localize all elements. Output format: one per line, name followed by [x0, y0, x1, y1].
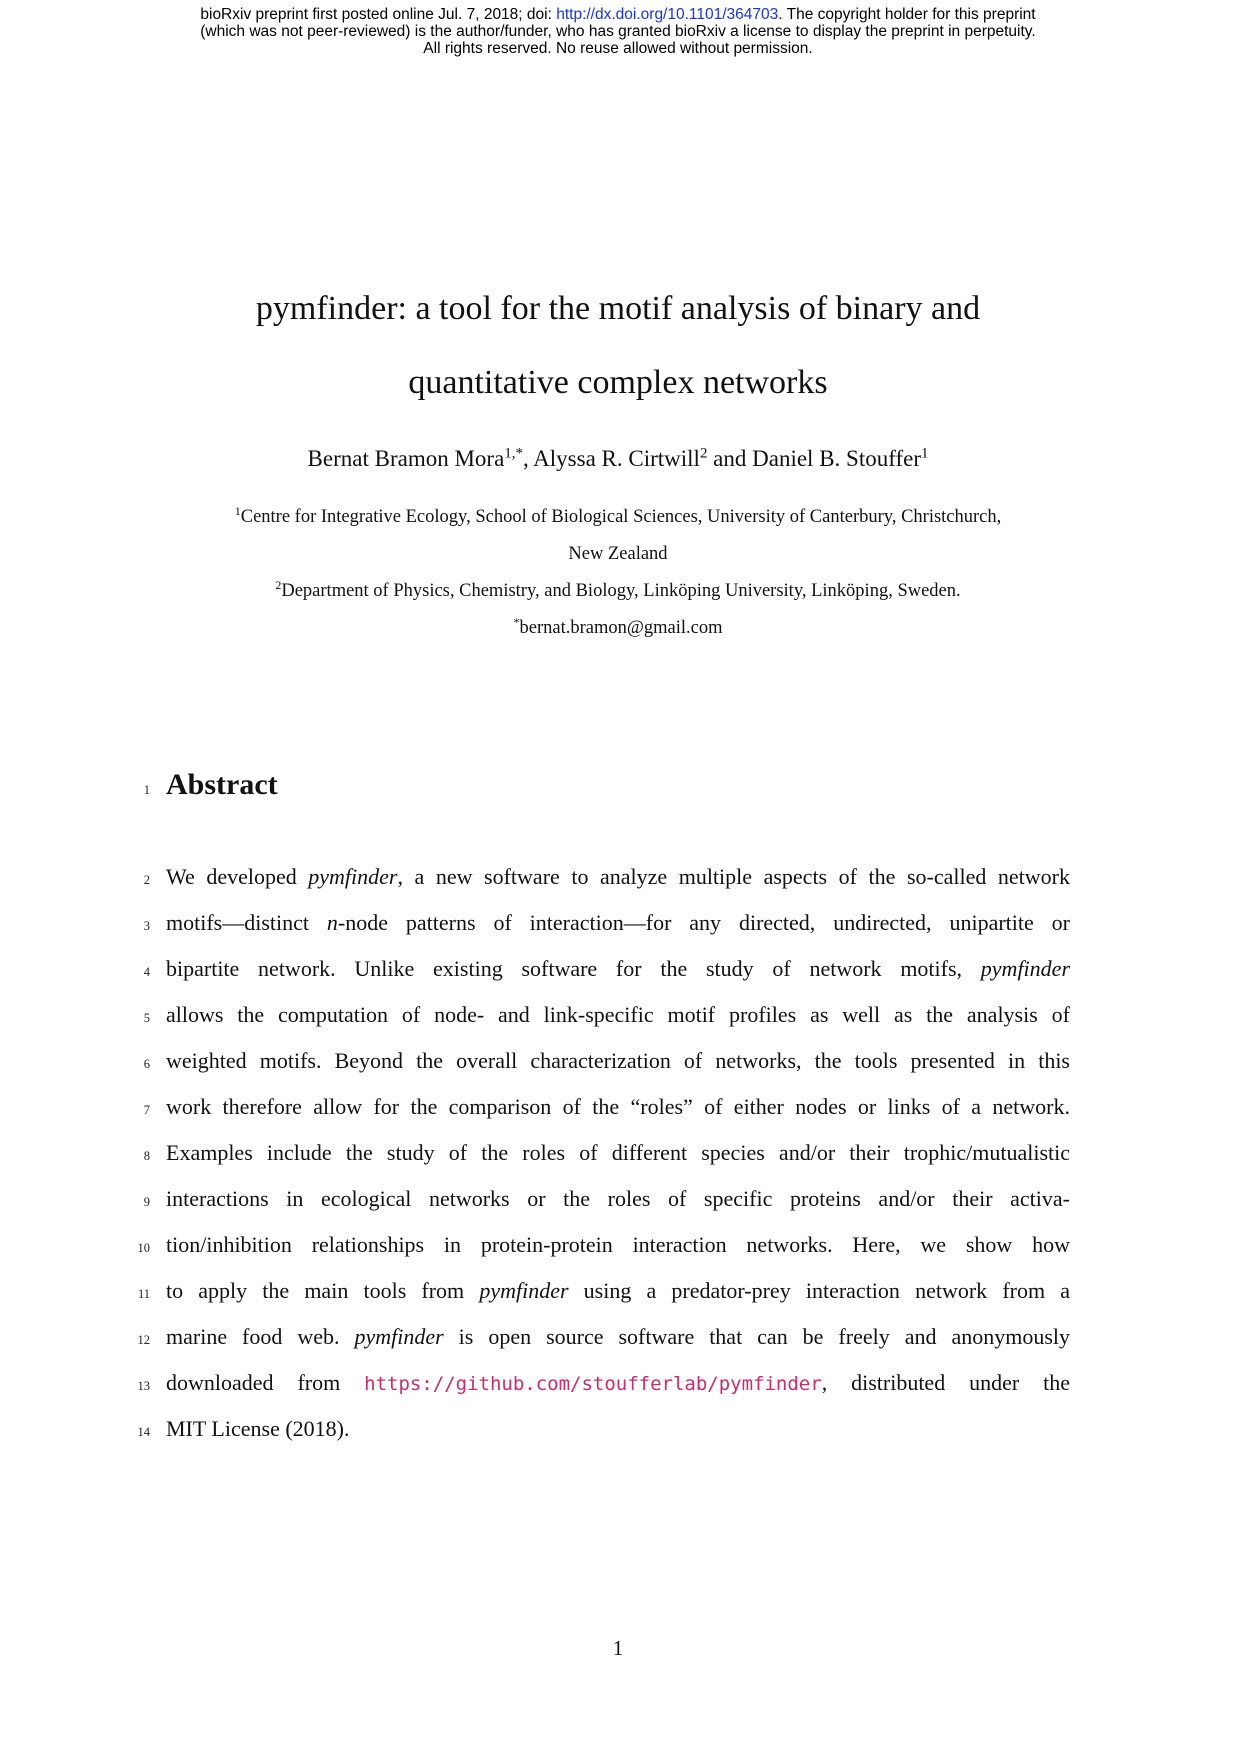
- author-list: [0, 446, 1236, 472]
- affiliation-marker: 2: [275, 577, 282, 592]
- affiliation-text: Centre for Integrative Ecology, School of Biological Sciences, University of Canterbury, Christchurch,: [240, 507, 1002, 527]
- abstract-line: weighted motifs. Beyond the overall characterization of networks, the tools presented in this: [166, 1048, 1070, 1073]
- line-number: 12: [137, 1333, 150, 1347]
- abstract-line: work therefore allow for the comparison of the “roles” of either nodes or links of a network.: [166, 1094, 1070, 1119]
- line-number: 13: [137, 1379, 150, 1393]
- abstract-line: [166, 1324, 1070, 1350]
- text-span: using a predator-prey interaction network from a: [568, 1278, 1070, 1303]
- abstract-line: [166, 910, 1070, 936]
- page-number: 1: [612, 1636, 624, 1660]
- text-span: marine food web.: [166, 1324, 355, 1349]
- paper-title: [0, 272, 1236, 420]
- line-number: 5: [143, 1011, 150, 1025]
- affiliation-marker: 2: [699, 445, 708, 462]
- affiliation-marker: 1,*: [504, 445, 523, 462]
- text-span: to apply the main tools from: [166, 1278, 480, 1303]
- text-span: , a new software to analyze multiple aspects of the so-called network: [397, 864, 1070, 889]
- abstract-line: Examples include the study of the roles of different species and/or their trophic/mutualistic: [166, 1140, 1070, 1165]
- affiliation-1: [0, 503, 1236, 528]
- text-span: We developed: [166, 864, 309, 889]
- abstract-line: interactions in ecological networks or the roles of specific proteins and/or their activa-: [166, 1186, 1070, 1211]
- email-address: bernat.bramon@gmail.com: [519, 618, 723, 638]
- author-name: , Alyssa R. Cirtwill: [522, 446, 700, 471]
- affiliation-text: Department of Physics, Chemistry, and Biology, Linköping University, Linköping, Sweden.: [281, 581, 961, 601]
- corresponding-email: [0, 614, 1236, 639]
- affiliation-1-continued: New Zealand: [568, 544, 668, 564]
- software-name: pymfinder: [479, 1278, 569, 1303]
- software-name: pymfinder: [354, 1324, 444, 1349]
- software-name: pymfinder: [980, 956, 1070, 981]
- banner-line-1: [0, 6, 1236, 23]
- line-number: 14: [137, 1425, 150, 1439]
- software-name: pymfinder: [308, 864, 398, 889]
- author-name: Bernat Bramon Mora: [307, 446, 505, 471]
- title-line-2: quantitative complex networks: [408, 364, 828, 401]
- abstract-line: [166, 956, 1070, 982]
- affiliation-marker: 1: [234, 503, 241, 518]
- text-span: downloaded from: [166, 1370, 365, 1395]
- abstract-line: allows the computation of node- and link-specific motif profiles as well as the analysis of: [166, 1002, 1070, 1027]
- banner-text: bioRxiv preprint first posted online Jul. 7, 2018; doi:: [200, 6, 557, 23]
- text-span: bipartite network. Unlike existing software for the study of network motifs,: [166, 956, 981, 981]
- line-number: 1: [143, 783, 150, 797]
- abstract-heading: Abstract: [166, 768, 278, 801]
- line-number: 11: [137, 1287, 150, 1301]
- line-number: 9: [143, 1195, 150, 1209]
- title-line-1: pymfinder: a tool for the motif analysis of binary and: [255, 290, 981, 327]
- corresponding-marker: *: [513, 614, 520, 629]
- line-number: 10: [137, 1241, 150, 1255]
- author-name: and Daniel B. Stouffer: [707, 446, 921, 471]
- abstract-line: MIT License (2018).: [166, 1416, 350, 1441]
- preprint-banner: [0, 6, 1236, 57]
- line-number: 3: [143, 919, 150, 933]
- line-number: 4: [143, 965, 150, 979]
- abstract-line: [166, 1370, 1070, 1396]
- abstract-line: tion/inhibition relationships in protein-protein interaction networks. Here, we show how: [166, 1232, 1070, 1257]
- math-variable: n: [326, 910, 338, 935]
- banner-line-3: All rights reserved. No reuse allowed without permission.: [423, 40, 813, 57]
- doi-link[interactable]: http://dx.doi.org/10.1101/364703: [556, 6, 779, 23]
- abstract-line: [166, 864, 1070, 890]
- line-number: 7: [143, 1103, 150, 1117]
- text-span: -node patterns of interaction—for any directed, undirected, unipartite or: [337, 910, 1070, 935]
- text-span: motifs—distinct: [166, 910, 327, 935]
- abstract-line: [166, 1278, 1070, 1304]
- banner-line-2: (which was not peer-reviewed) is the author/funder, who has granted bioRxiv a license to display the preprint in perpetuity.: [200, 23, 1036, 40]
- github-url-link[interactable]: https://github.com/stoufferlab/pymfinder: [364, 1373, 822, 1395]
- text-span: is open source software that can be freely and anonymously: [443, 1324, 1070, 1349]
- text-span: , distributed under the: [821, 1370, 1070, 1395]
- affiliation-marker: 1: [920, 445, 929, 462]
- affiliation-2: [0, 577, 1236, 602]
- line-number: 6: [143, 1057, 150, 1071]
- banner-text: . The copyright holder for this preprint: [778, 6, 1036, 23]
- line-number: 8: [143, 1149, 150, 1163]
- line-number: 2: [143, 873, 150, 887]
